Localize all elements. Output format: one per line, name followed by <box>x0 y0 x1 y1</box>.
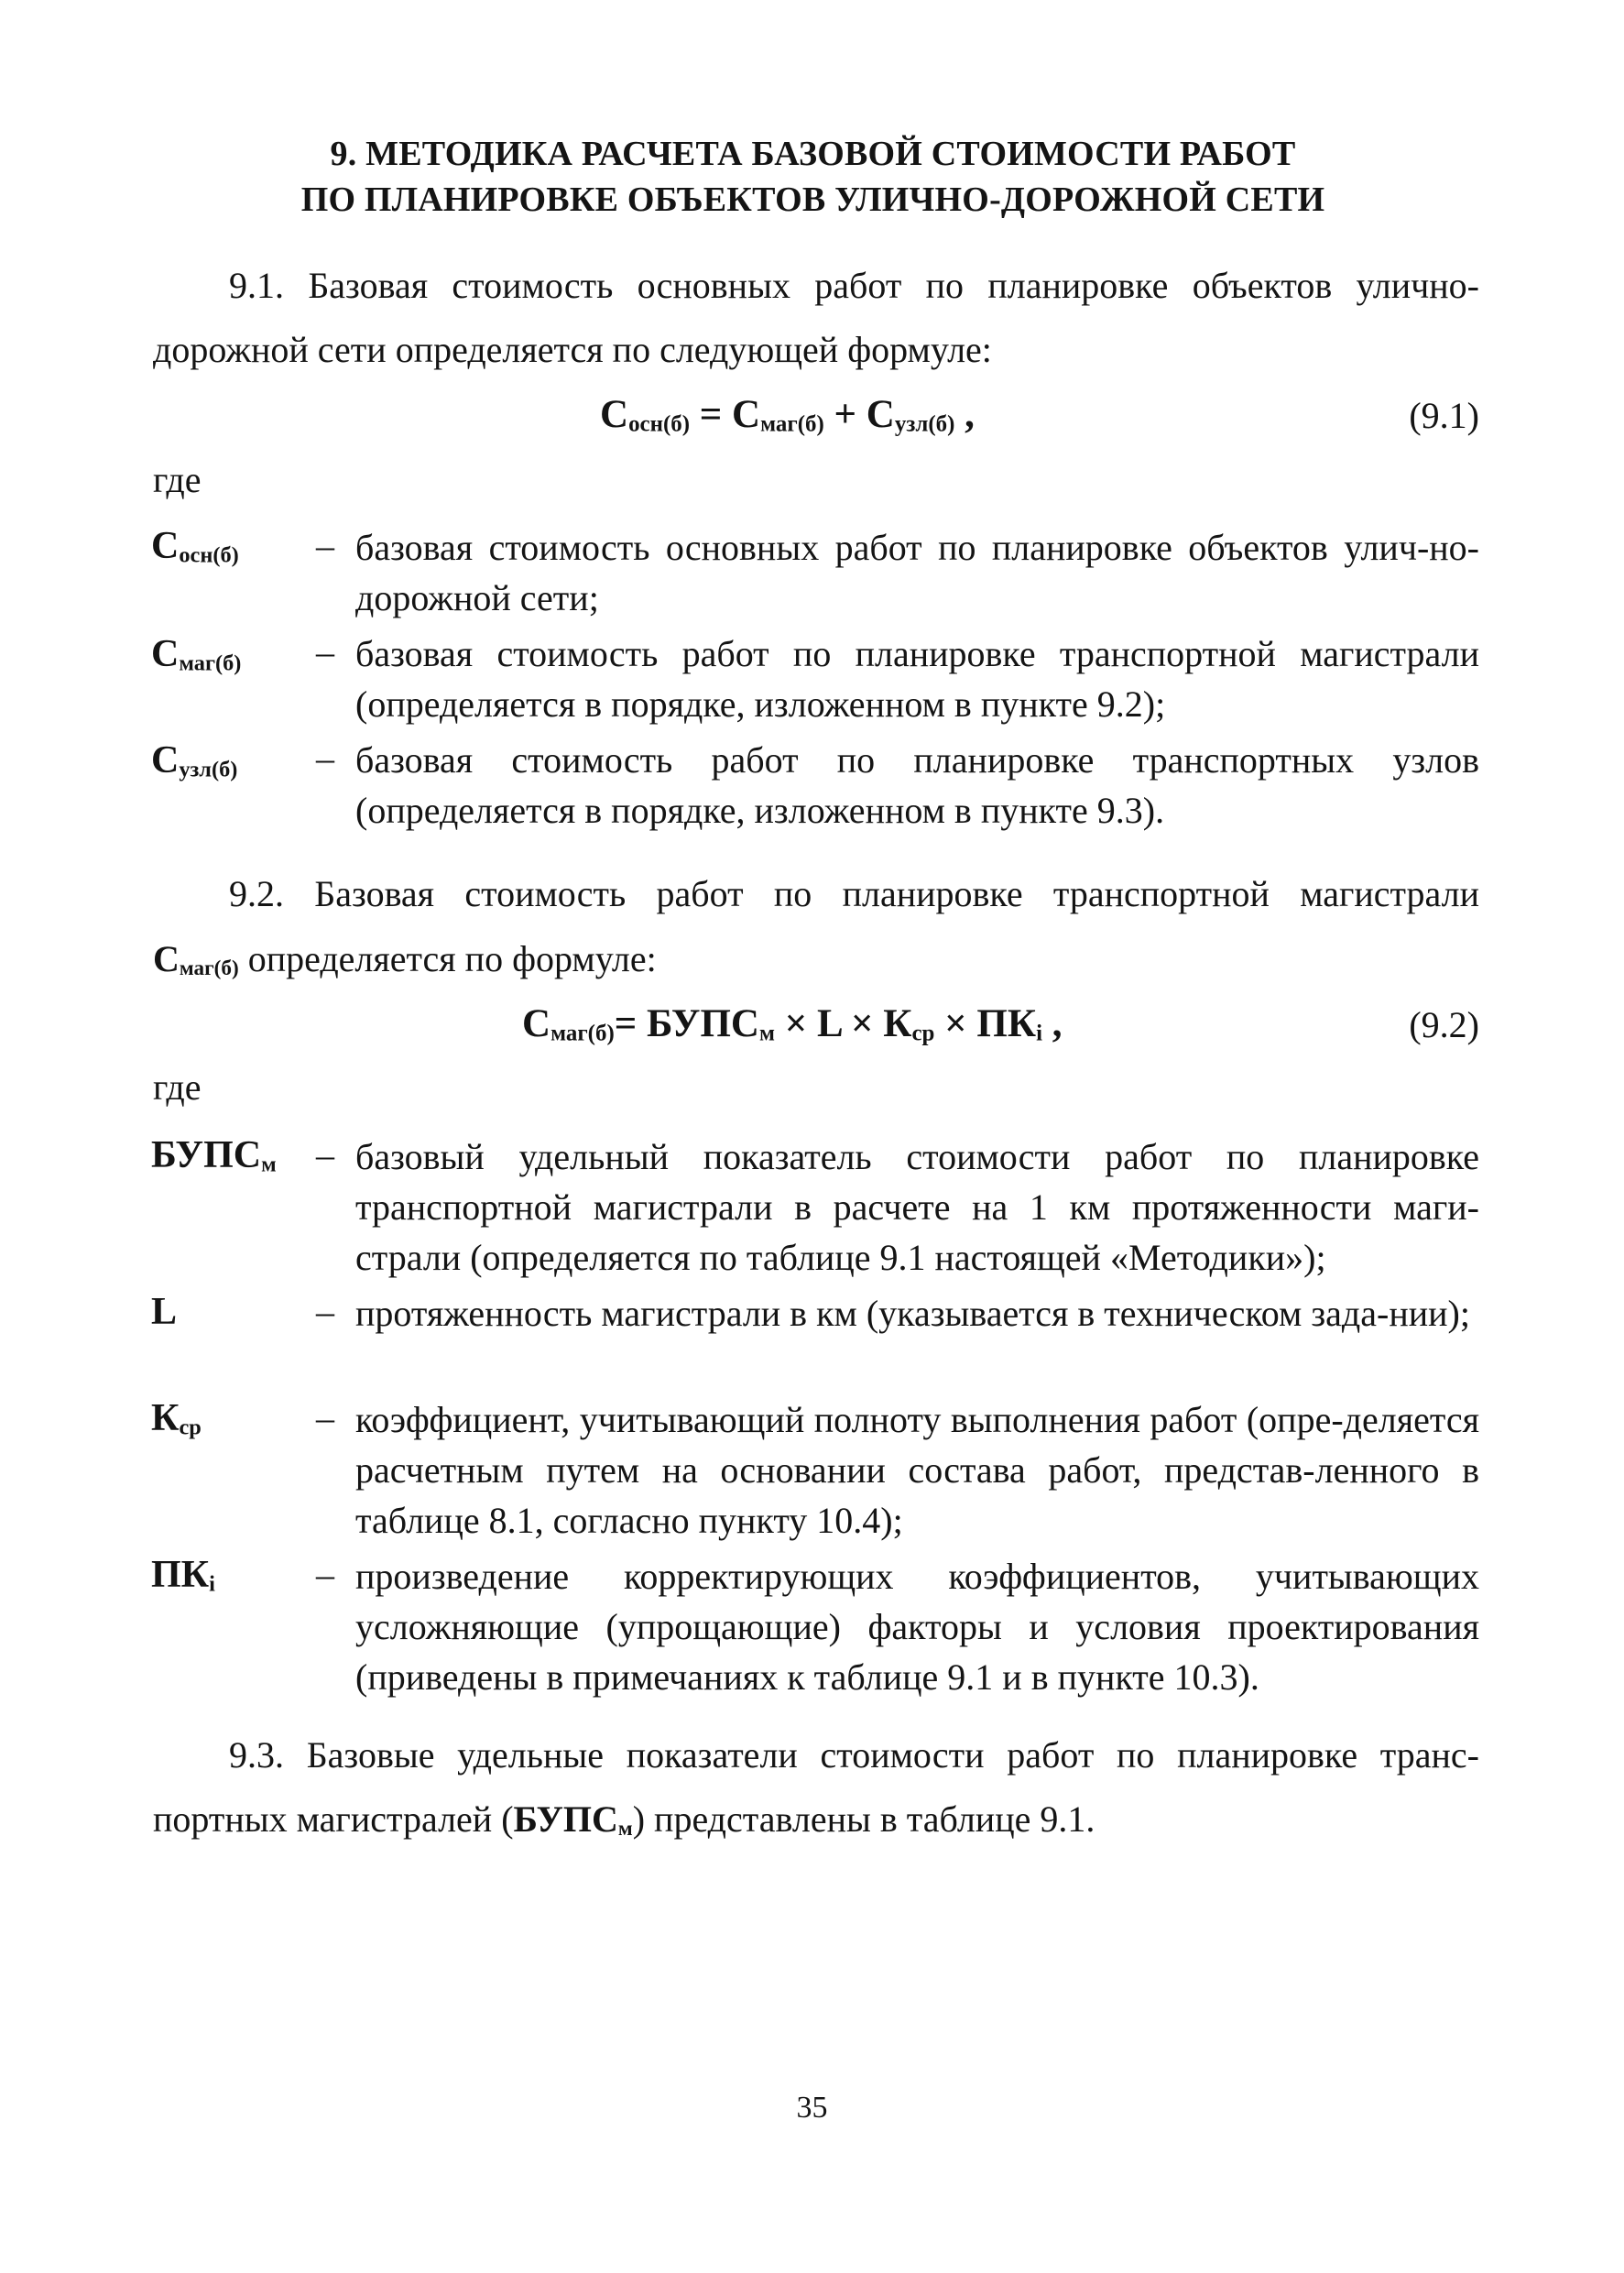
definition-symbol: ПКi <box>151 1554 215 1597</box>
paragraph-text: ) представлены в таблице 9.1. <box>632 1798 1095 1840</box>
page-number: 35 <box>796 2091 828 2125</box>
definition-text: базовая стоимость работ по планировке транспортной магистрали (определяется в порядке, изложенном в пункте 9.2); <box>355 633 1479 725</box>
definition-dash: – <box>316 631 334 672</box>
formula-term: = БУПС <box>614 1002 759 1045</box>
where-label: где <box>153 1066 202 1108</box>
definition-symbol: Сузл(б) <box>151 739 238 782</box>
definition-dash: – <box>316 1554 334 1595</box>
formula-term: , <box>954 393 975 436</box>
formula-term: С <box>600 393 629 436</box>
definition-dash: – <box>316 1134 334 1175</box>
formula-subscript: маг(б) <box>550 1021 615 1046</box>
section-heading <box>147 131 1479 223</box>
paragraph-9-2-line-2 <box>153 937 1479 981</box>
formula-9-1 <box>600 392 975 437</box>
inline-symbol: С <box>153 938 180 979</box>
definition-dash: – <box>316 1291 334 1332</box>
definition-text: базовая стоимость основных работ по планировке объектов улич-но-дорожной сети; <box>355 527 1479 618</box>
definition-symbol: Сосн(б) <box>151 525 239 568</box>
paragraph-text: определяется по формуле: <box>238 938 657 979</box>
formula-subscript: осн(б) <box>628 411 691 437</box>
formula-term: , <box>1042 1002 1063 1045</box>
formula-subscript: i <box>1036 1021 1042 1046</box>
paragraph-text: портных магистралей ( <box>153 1798 514 1840</box>
definition-symbol: Смаг(б) <box>151 633 242 676</box>
paragraph-9-3-line-2 <box>153 1798 1479 1841</box>
equation-number-9-2: (9.2) <box>1409 1004 1479 1045</box>
formula-term: = С <box>690 393 761 436</box>
definition-text: коэффициент, учитывающий полноту выполнения работ (опре-деляется расчетным путем на основании состава работ, представ-ленного в таблице 8.1, согласно пункту 10.4); <box>355 1399 1479 1541</box>
definition-dash: – <box>316 1397 334 1438</box>
where-label: где <box>153 459 202 500</box>
definition-symbol: L <box>151 1291 178 1333</box>
formula-subscript: м <box>758 1021 775 1046</box>
definition-dash: – <box>316 738 334 779</box>
definition-text: произведение корректирующих коэффициентов, учитывающих усложняющие (упрощающие) факторы и условия проектирования (приведены в примечаниях к таблице 9.1 и в пункте 10.3). <box>355 1556 1479 1698</box>
paragraph-9-1-line-1: 9.1. Базовая стоимость основных работ по планировке объектов улично- <box>229 265 1479 306</box>
definition-text: базовая стоимость работ по планировке транспортных узлов (определяется в порядке, изложенном в пункте 9.3). <box>355 739 1479 831</box>
formula-subscript: узл(б) <box>894 411 955 437</box>
equation-number-9-1: (9.1) <box>1409 395 1479 436</box>
formula-9-2 <box>522 1001 1063 1046</box>
formula-subscript: ср <box>911 1021 935 1046</box>
paragraph-9-3-line-1: 9.3. Базовые удельные показатели стоимости работ по планировке транс- <box>229 1734 1479 1776</box>
section-heading-line-1: 9. МЕТОДИКА РАСЧЕТА БАЗОВОЙ СТОИМОСТИ РАБОТ <box>330 135 1296 173</box>
definition-text: базовый удельный показатель стоимости работ по планировке транспортной магистрали в расчете на 1 км протяженности маги-страли (определяется по таблице 9.1 настоящей «Методики»); <box>355 1136 1479 1278</box>
definition-symbol: Кср <box>151 1397 202 1440</box>
formula-term: × L × К <box>774 1002 912 1045</box>
section-heading-line-2: ПО ПЛАНИРОВКЕ ОБЪЕКТОВ УЛИЧНО-ДОРОЖНОЙ СЕТИ <box>300 180 1325 219</box>
formula-term: С <box>522 1002 551 1045</box>
definition-dash: – <box>316 525 334 566</box>
definition-symbol: БУПСм <box>151 1134 277 1177</box>
formula-term: + С <box>823 393 895 436</box>
inline-subscript: м <box>617 1817 633 1841</box>
paragraph-9-2-line-1: 9.2. Базовая стоимость работ по планировке транспортной магистрали <box>229 873 1479 914</box>
definition-text: протяженность магистрали в км (указывается в техническом зада-нии); <box>355 1293 1470 1334</box>
inline-subscript: маг(б) <box>179 956 239 981</box>
formula-subscript: маг(б) <box>760 411 824 437</box>
formula-term: × ПК <box>934 1002 1037 1045</box>
paragraph-9-1-line-2: дорожной сети определяется по следующей формуле: <box>153 329 992 370</box>
inline-symbol: БУПС <box>513 1798 618 1840</box>
